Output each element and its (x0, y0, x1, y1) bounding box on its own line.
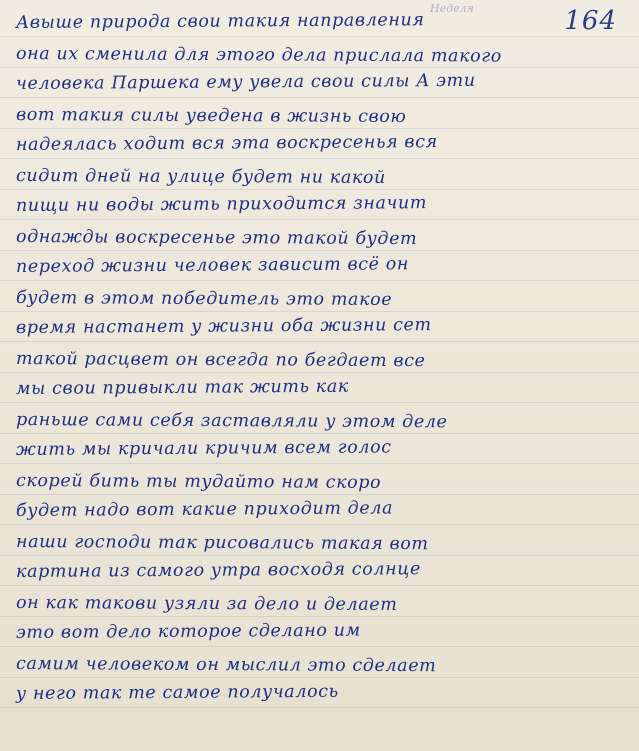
text-line: она их сменила для этого дела прислала такого (15, 43, 502, 67)
text-line: человека Паршека ему увела свои силы А эти (15, 70, 476, 94)
text-line: будет в этом победитель это такое (15, 287, 393, 310)
text-line: такой расцвет он всегда по бегдает все (15, 348, 426, 371)
text-line: жить мы кричали кричим всем голос (15, 437, 392, 460)
text-line: Авыше природа свои такия направления (15, 10, 425, 33)
text-line: надеялась ходит вся эта воскресенья вся (15, 132, 438, 155)
text-line: однажды воскресенье это такой будет (15, 226, 418, 249)
text-line: мы свои привыкли так жить как (15, 376, 349, 399)
text-line: вот такия силы уведена в жизнь свою (15, 104, 407, 127)
text-line: у него так те самое получалось (15, 681, 339, 704)
text-line: наши господи так рисовались такая вот (15, 531, 429, 554)
text-line: переход жизни человек зависит всё он (15, 254, 410, 277)
text-line: раньше сами себя заставляли у этом деле (15, 409, 448, 432)
text-line: сидит дней на улице будет ни какой (15, 165, 387, 188)
text-line: пищи ни воды жить приходится значит (15, 193, 428, 216)
text-line: будет надо вот какие приходит дела (15, 498, 394, 521)
text-line: скорей бить ты тудайто нам скоро (15, 470, 382, 493)
text-line: он как такови узяли за дело и делает (15, 592, 398, 615)
page-number: 164 (564, 6, 617, 36)
text-line: время настанет у жизни оба жизни сет (15, 315, 432, 338)
handwritten-text-block (16, 8, 606, 710)
text-line: самим человеком он мыслил это сделает (15, 653, 437, 676)
text-line: это вот дело которое сделано им (15, 620, 361, 643)
text-line: картина из самого утра восходя солнце (15, 559, 422, 582)
faint-header: Неделя (430, 2, 474, 15)
